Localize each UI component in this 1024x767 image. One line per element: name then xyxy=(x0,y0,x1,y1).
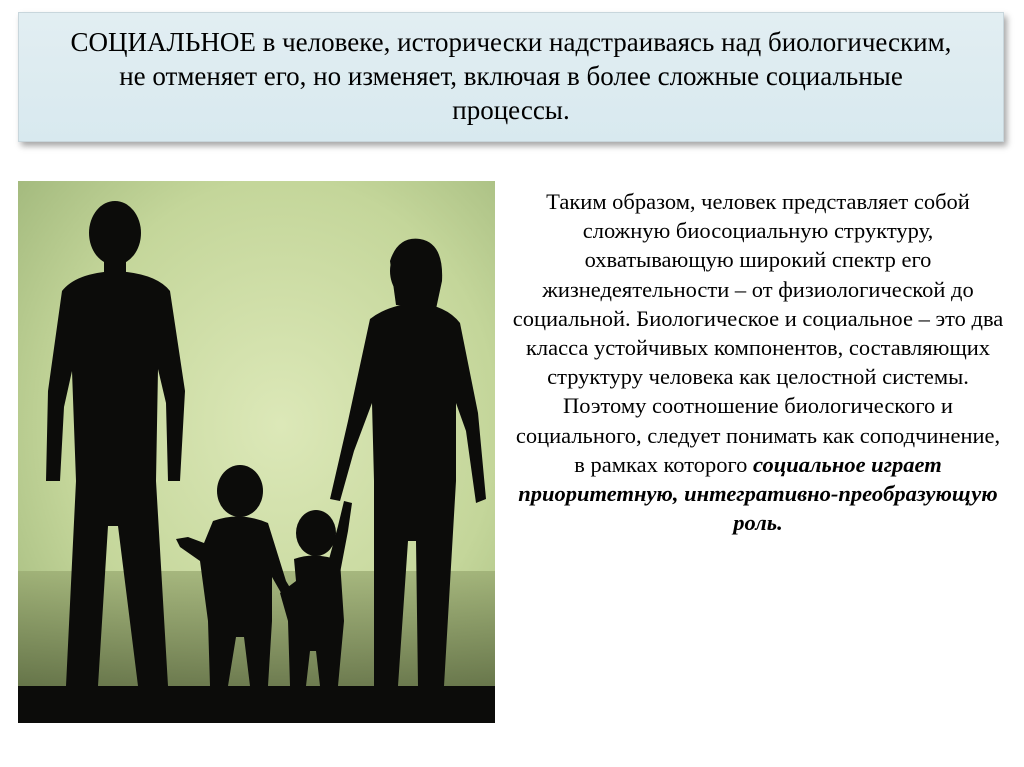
heading-text: СОЦИАЛЬНОЕ в человеке, исторически надстраиваясь над биологическим, не отменяет его, но изменяет, включая в более сложные социальные процессы. xyxy=(70,27,952,125)
heading-box xyxy=(18,12,1004,142)
family-photo xyxy=(18,181,495,723)
body-plain-text: Таким образом, человек представляет собой сложную биосоциальную структуру, охватывающую широкий спектр его жизнедеятельности – от физиологической до социальной. Биологическое и социальное – это два класса устойчивых компонентов, составляющих структуру человека как целостной системы. Поэтому соотношение биологического и социального, следует понимать как соподчинение, в рамках которого xyxy=(512,189,1004,477)
ground-shadow xyxy=(18,686,495,723)
body-emphasis-text: социальное играет приоритетную, интегративно-преобразующую роль. xyxy=(518,451,998,536)
family-silhouette-icon xyxy=(18,181,495,723)
body-text xyxy=(508,187,1008,537)
